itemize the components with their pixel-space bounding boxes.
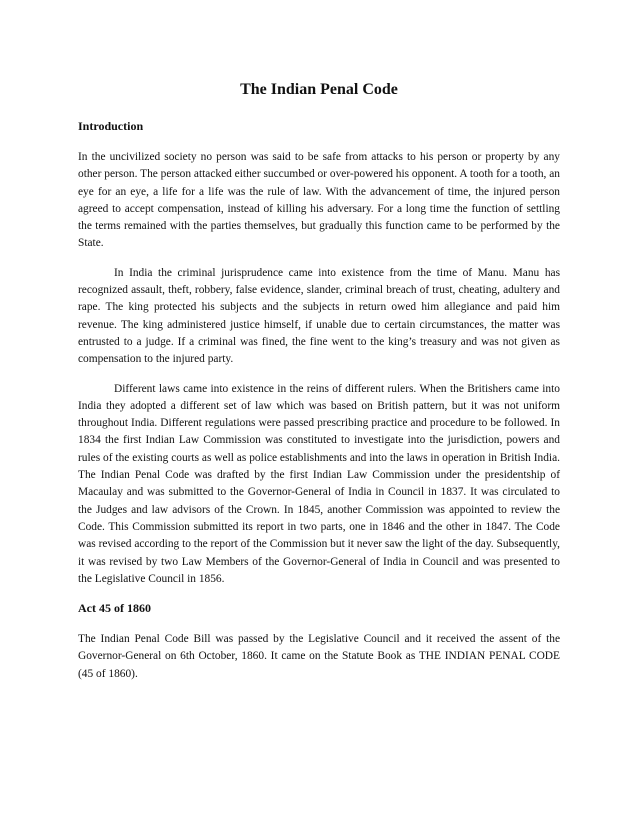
section-heading-act-45: Act 45 of 1860 xyxy=(78,601,151,616)
section-heading-introduction: Introduction xyxy=(78,119,144,133)
paragraph: In the uncivilized society no person was said to be safe from attacks to his person or property by any other person. The person attacked either succumbed or over-powered his opponent. A tooth for a tooth, an eye for an eye, a life for a life was the rule of law. With the advancement of time, the injured person agreed to accept compensation, instead of killing his adversary. For a long time the function of settling the terms remained with the parties themselves, but gradually this function came to be performed by the State. xyxy=(78,151,560,250)
document-title: The Indian Penal Code xyxy=(240,81,398,98)
paragraph: In India the criminal jurisprudence came into existence from the time of Manu. Manu has recognized assault, theft, robbery, false evidence, slander, criminal breach of trust, cheating, adultery and rape. The king protected his subjects and the subjects in return owed him allegiance and paid him revenue. The king administered justice himself, if unable due to certain circumstances, the matter was entrusted to a judge. If a criminal was fined, the fine went to the king’s treasury and was not given as compensation to the injured party. xyxy=(78,266,560,366)
paragraph: The Indian Penal Code Bill was passed by the Legislative Council and it received the assent of the Governor-General on 6th October, 1860. It came on the Statute Book as THE INDIAN PENAL CODE (45 of 1860). xyxy=(78,633,560,680)
paragraph: Different laws came into existence in the reins of different rulers. When the Britishers came into India they adopted a different set of law which was based on British pattern, but it was not uniform throughout India. Different regulations were passed prescribing practice and procedure to be followed. In 1834 the first Indian Law Commission was constituted to investigate into the jurisdiction, powers and rules of the existing courts as well as police establishments and into the laws in operation in British India. The Indian Penal Code was drafted by the first Indian Law Commission under the presidentship of Macaulay and was submitted to the Governor-General of India in Council in 1837. It was circulated to the Judges and law advisors of the Crown. In 1845, another Commission was appointed to review the Code. This Commission submitted its report in two parts, one in 1846 and the other in 1847. The Code was revised according to the report of the Commission but it never saw the light of the day. Subsequently, it was revised by two Law Members of the Governor-General of India in Council and was presented to the Legislative Council in 1856. xyxy=(78,382,560,585)
document-page xyxy=(78,80,560,695)
